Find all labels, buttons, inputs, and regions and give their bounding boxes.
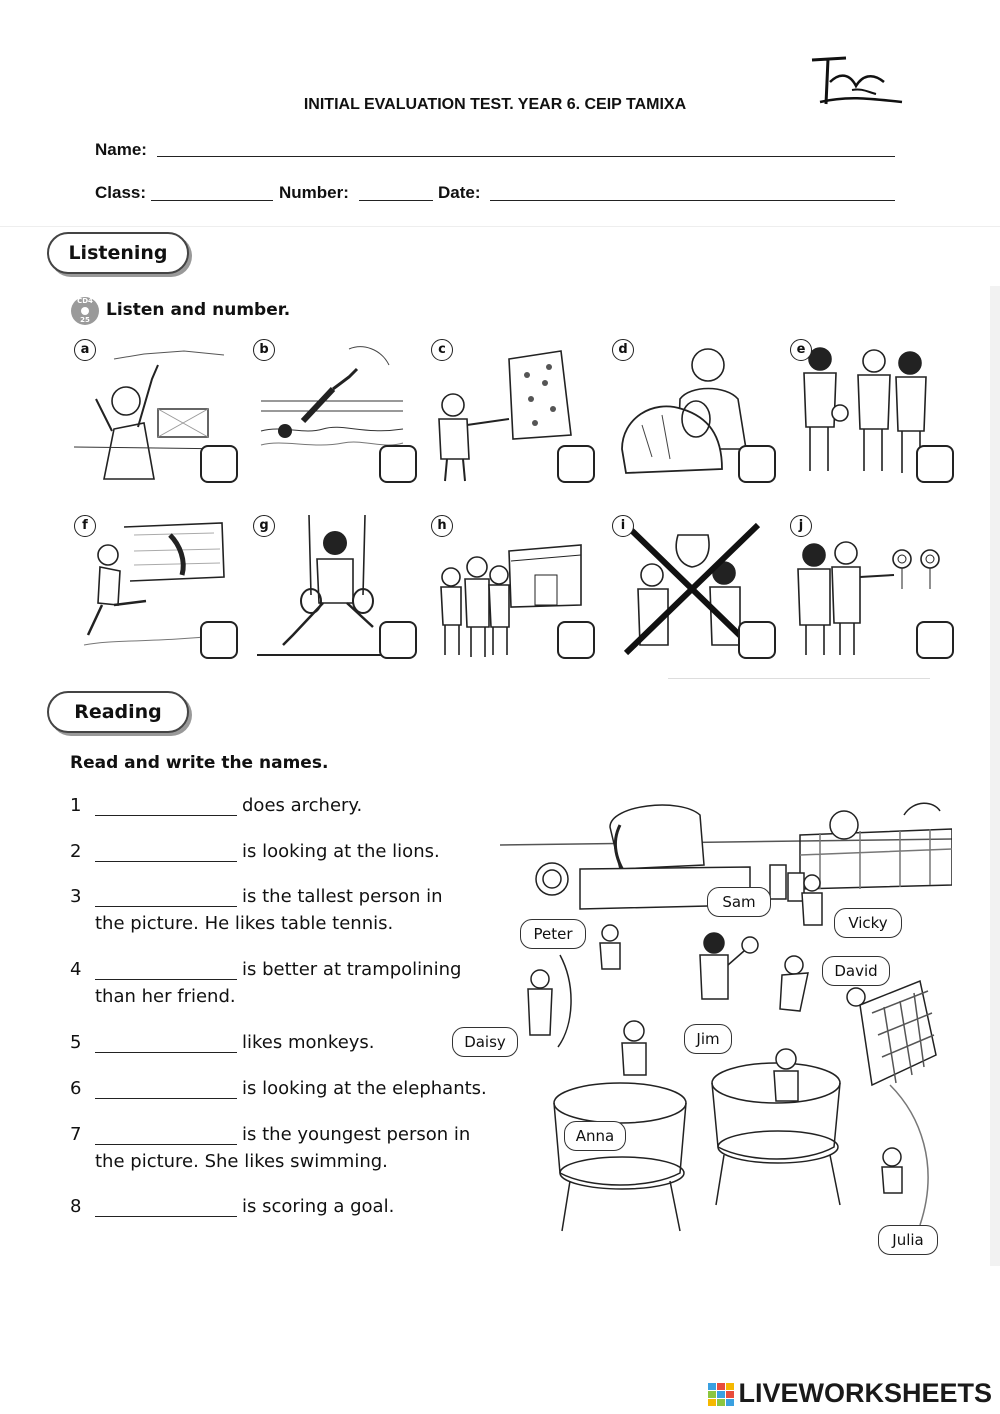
- liveworksheets-text: LIVEWORKSHEETS: [738, 1378, 992, 1408]
- answer-blank-4[interactable]: [95, 979, 237, 980]
- school-logo: [806, 52, 906, 114]
- name-tag-julia: Julia: [878, 1225, 938, 1255]
- picture-letter: j: [790, 515, 812, 537]
- scan-edge-right: [990, 286, 1000, 1266]
- picture-letter: b: [253, 339, 275, 361]
- picture-letter: c: [431, 339, 453, 361]
- name-tag-david: David: [822, 956, 890, 986]
- picture-i: [612, 515, 772, 663]
- name-label: Name:: [95, 140, 147, 159]
- class-field-row: [95, 183, 905, 207]
- answer-box-g[interactable]: [379, 621, 417, 659]
- number-field[interactable]: [359, 200, 433, 201]
- name-tag-sam: Sam: [707, 887, 771, 917]
- name-tag-peter: Peter: [520, 919, 586, 949]
- picture-e: [790, 339, 950, 487]
- picture-f: [74, 515, 234, 663]
- answer-box-e[interactable]: [916, 445, 954, 483]
- answer-blank-5[interactable]: [95, 1052, 237, 1053]
- liveworksheets-logo: [708, 1378, 992, 1409]
- picture-letter: d: [612, 339, 634, 361]
- answer-box-a[interactable]: [200, 445, 238, 483]
- name-tag-vicky: Vicky: [834, 908, 902, 938]
- name-field[interactable]: [157, 156, 895, 157]
- name-field-row: [95, 140, 905, 164]
- page-title: INITIAL EVALUATION TEST. YEAR 6. CEIP TAMIXA: [303, 96, 687, 113]
- cd-icon: CD4 25: [71, 297, 99, 325]
- answer-box-c[interactable]: [557, 445, 595, 483]
- picture-letter: e: [790, 339, 812, 361]
- picture-letter: f: [74, 515, 96, 537]
- park-illustration: [500, 785, 952, 1263]
- scan-edge: [0, 226, 1000, 227]
- listening-instruction: Listen and number.: [106, 300, 291, 320]
- reading-section-label: Reading: [47, 691, 189, 733]
- date-field[interactable]: [490, 200, 895, 201]
- number-label: Number:: [279, 183, 349, 202]
- answer-box-h[interactable]: [557, 621, 595, 659]
- answer-box-i[interactable]: [738, 621, 776, 659]
- liveworksheets-icon: [708, 1383, 734, 1407]
- picture-c: [431, 339, 591, 487]
- picture-letter: a: [74, 339, 96, 361]
- name-tag-jim: Jim: [684, 1024, 732, 1054]
- name-tag-daisy: Daisy: [452, 1027, 518, 1057]
- answer-blank-7[interactable]: [95, 1144, 237, 1145]
- answer-blank-2[interactable]: [95, 861, 237, 862]
- picture-j: [790, 515, 950, 663]
- answer-blank-1[interactable]: [95, 815, 237, 816]
- class-label: Class:: [95, 183, 147, 202]
- name-tag-anna: Anna: [564, 1121, 626, 1151]
- picture-letter: g: [253, 515, 275, 537]
- picture-h: [431, 515, 591, 663]
- divider: [668, 678, 930, 679]
- answer-blank-3[interactable]: [95, 906, 237, 907]
- picture-letter: i: [612, 515, 634, 537]
- picture-b: [253, 339, 413, 487]
- listening-section-label: Listening: [47, 232, 189, 274]
- picture-a: [74, 339, 234, 487]
- picture-d: [612, 339, 772, 487]
- reading-instruction: Read and write the names.: [70, 753, 329, 773]
- picture-g: [253, 515, 413, 663]
- answer-box-d[interactable]: [738, 445, 776, 483]
- answer-box-f[interactable]: [200, 621, 238, 659]
- picture-letter: h: [431, 515, 453, 537]
- answer-blank-6[interactable]: [95, 1098, 237, 1099]
- answer-box-b[interactable]: [379, 445, 417, 483]
- answer-box-j[interactable]: [916, 621, 954, 659]
- class-field[interactable]: [151, 200, 273, 201]
- answer-blank-8[interactable]: [95, 1216, 237, 1217]
- date-label: Date:: [438, 183, 481, 202]
